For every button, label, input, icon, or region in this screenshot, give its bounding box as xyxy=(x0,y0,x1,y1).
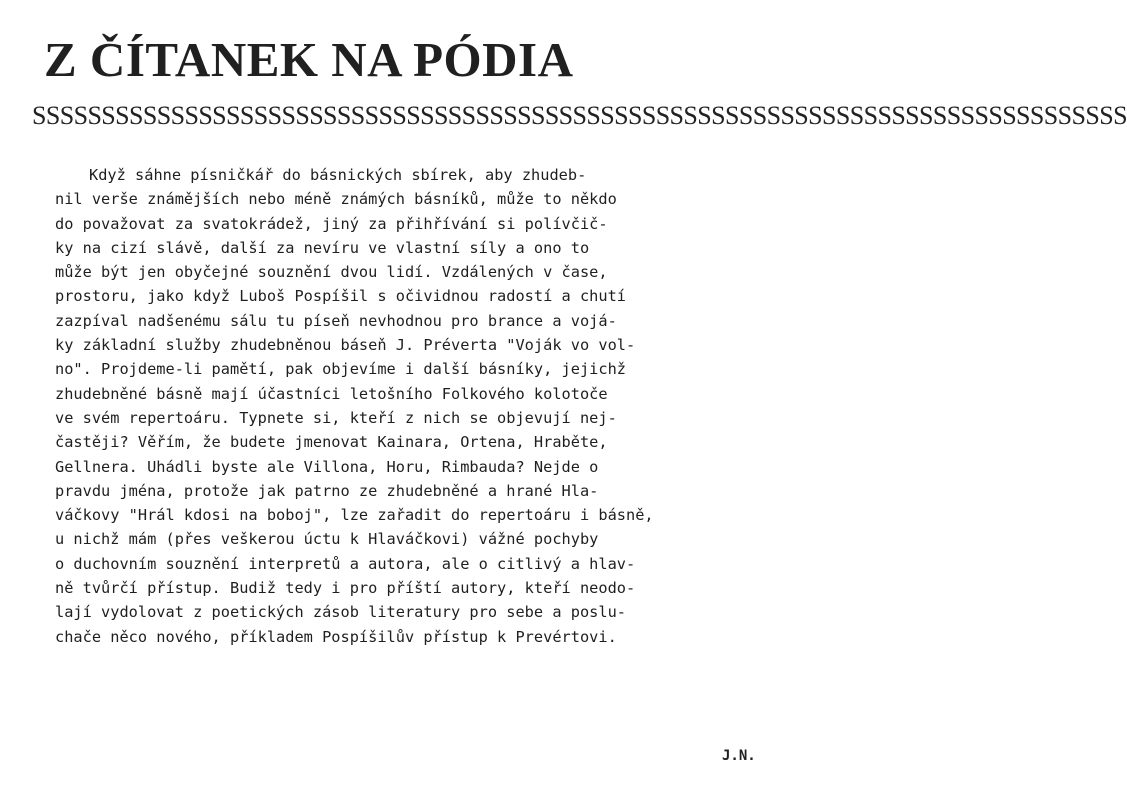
text-line: váčkovy "Hrál kdosi na boboj", lze zařadit do repertoáru i básně, xyxy=(55,506,654,525)
text-line: lají vydolovat z poetických zásob literatury pro sebe a poslu- xyxy=(55,603,626,622)
text-line: Když sáhne písničkář do básnických sbírek, aby zhudeb- xyxy=(89,166,587,184)
text-line: zazpíval nadšenému sálu tu píseň nevhodnou pro brance a vojá- xyxy=(55,311,617,330)
text-line: častěji? Věřím, že budete jmenovat Kainara, Ortena, Hraběte, xyxy=(55,433,608,452)
text-line: no". Projdeme-li pamětí, pak objevíme i další básníky, jejichž xyxy=(55,360,626,379)
text-line: ky na cizí slávě, další za nevíru ve vlastní síly a ono to xyxy=(55,238,590,257)
text-line: Gellnera. Uhádli byste ale Villona, Horu, Rimbauda? Nejde o xyxy=(55,457,599,476)
text-line: ně tvůrčí přístup. Budiž tedy i pro příští autory, kteří neodo- xyxy=(55,579,636,598)
text-line: o duchovním souznění interpretů a autora, ale o citlivý a hlav- xyxy=(55,554,636,573)
text-line: nil verše známějších nebo méně známých básníků, může to někdo xyxy=(55,190,617,209)
text-line: může být jen obyčejné souznění dvou lidí. Vzdálených v čase, xyxy=(55,263,608,282)
text-line: prostoru, jako když Luboš Pospíšil s očividnou radostí a chutí xyxy=(55,287,626,306)
decorative-divider: SSSSSSSSSSSSSSSSSSSSSSSSSSSSSSSSSSSSSSSSSSSSSSSSSSSSSSSSSSSSSSSSSSSSSSSSSSSSSSS xyxy=(32,101,1127,130)
article-title: Z ČÍTANEK NA PÓDIA xyxy=(44,32,574,87)
text-line: u nichž mám (přes veškerou úctu k Hlaváčkovi) vážné pochyby xyxy=(55,530,599,549)
text-line: chače něco nového, příkladem Pospíšilův přístup k Prevértovi. xyxy=(55,627,617,646)
text-line: pravdu jména, protože jak patrno ze zhudebněné a hrané Hla- xyxy=(55,481,599,500)
text-line: ky základní služby zhudebněnou báseň J. Préverta "Voják vo vol- xyxy=(55,336,636,355)
article-body xyxy=(55,163,775,649)
author-signature: J.N. xyxy=(722,748,756,764)
text-line: do považovat za svatokrádež, jiný za přihřívání si polívčič- xyxy=(55,214,608,233)
text-line: ve svém repertoáru. Typnete si, kteří z nich se objevují nej- xyxy=(55,408,617,427)
text-line: zhudebněné básně mají účastníci letošního Folkového kolotoče xyxy=(55,384,608,403)
